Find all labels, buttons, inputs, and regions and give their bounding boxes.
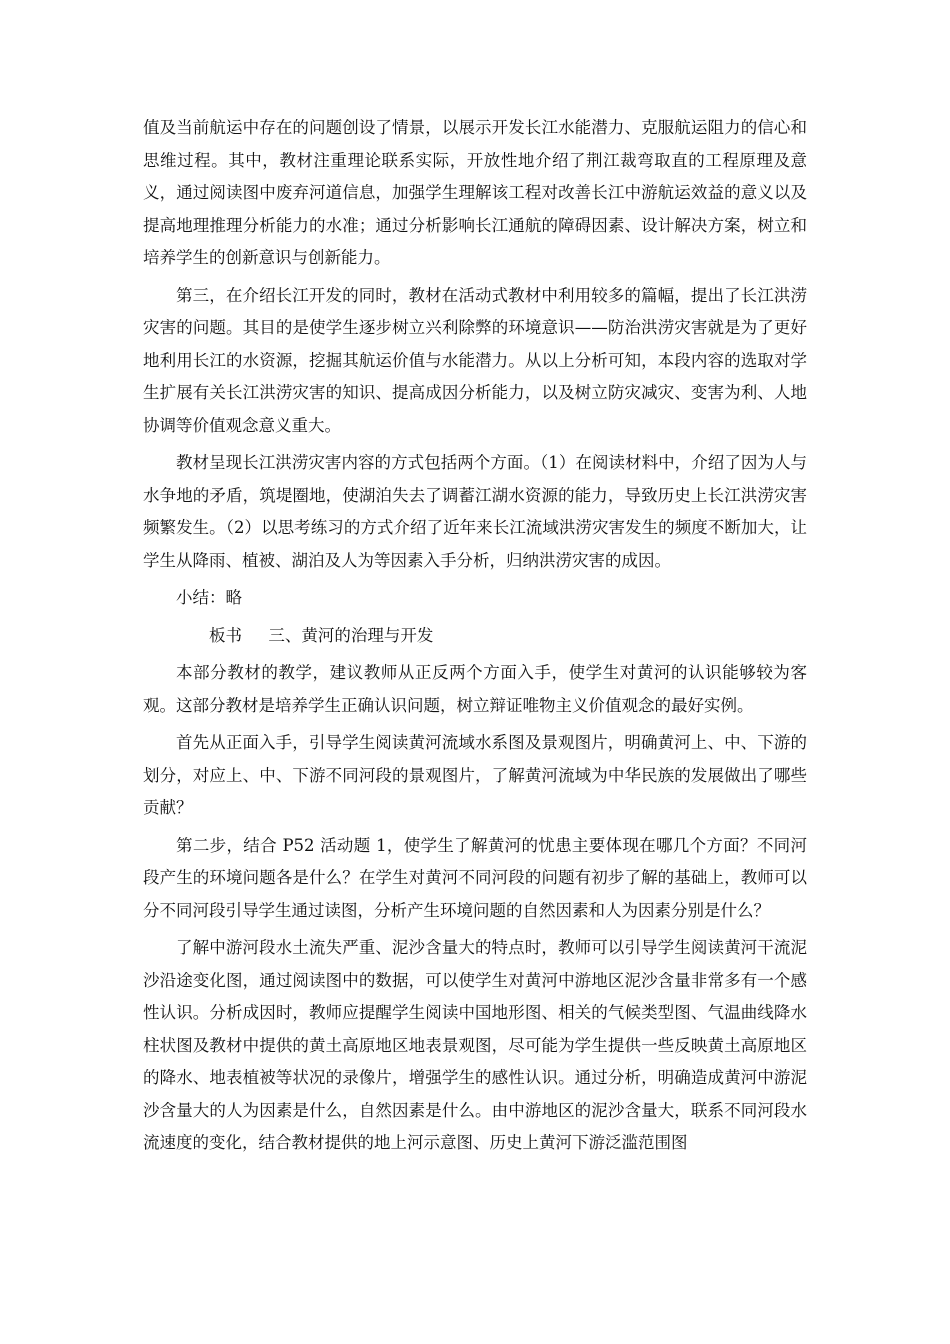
board-title: 三、黄河的治理与开发 xyxy=(268,625,434,645)
paragraph-positive-side: 首先从正面入手，引导学生阅读黄河流域水系图及景观图片，明确黄河上、中、下游的划分，对应上、中、下游不同河段的景观图片，了解黄河流域为中华民族的发展做出了哪些贡献？ xyxy=(143,733,807,817)
paragraph-flood-content: 教材呈现长江洪涝灾害内容的方式包括两个方面。（1）在阅读材料中，介绍了因为人与水争地的矛盾，筑堤圈地，使湖泊失去了调蓄江湖水资源的能力，导致历史上长江洪涝灾害频繁发生。（2）以思考练习的方式介绍了近年来长江流域洪涝灾害发生的频度不断加大，让学生从降雨、植被、湖泊及人为等因素入手分析，归纳洪涝灾害的成因。 xyxy=(143,453,807,570)
paragraph-step-two: 第二步，结合 P52 活动题 1，使学生了解黄河的忧患主要体现在哪几个方面？不同河段产生的环境问题各是什么？在学生对黄河不同河段的问题有初步了解的基础上，教师可以分不同河段引导学生通过读图，分析产生环境问题的自然因素和人为因素分别是什么？ xyxy=(143,835,807,920)
summary-line: 小结：略 xyxy=(176,588,242,607)
board-heading xyxy=(143,620,807,653)
paragraph-yellow-river-intro: 本部分教材的教学，建议教师从正反两个方面入手，使学生对黄河的认识能够较为客观。这部分教材是培养学生正确认识问题，树立辩证唯物主义价值观念的最好实例。 xyxy=(143,663,807,715)
paragraph-third-point: 第三，在介绍长江开发的同时，教材在活动式教材中利用较多的篇幅，提出了长江洪涝灾害的问题。其目的是使学生逐步树立兴利除弊的环境意识——防治洪涝灾害就是为了更好地利用长江的水资源，挖掘其航运价值与水能潜力。从以上分析可知，本段内容的选取对学生扩展有关长江洪涝灾害的知识、提高成因分析能力，以及树立防灾减灾、变害为利、人地协调等价值观念意义重大。 xyxy=(143,285,807,435)
paragraph-middle-reach: 了解中游河段水土流失严重、泥沙含量大的特点时，教师可以引导学生阅读黄河干流泥沙沿途变化图，通过阅读图中的数据，可以使学生对黄河中游地区泥沙含量非常多有一个感性认识。分析成因时，教师应提醒学生阅读中国地形图、相关的气候类型图、气温曲线降水柱状图及教材中提供的黄土高原地区地表景观图，尽可能为学生提供一些反映黄土高原地区的降水、地表植被等状况的录像片，增强学生的感性认识。通过分析，明确造成黄河中游泥沙含量大的人为因素是什么，自然因素是什么。由中游地区的泥沙含量大，联系不同河段水流速度的变化，结合教材提供的地上河示意图、历史上黄河下游泛滥范围图 xyxy=(143,938,807,1152)
board-label: 板书 xyxy=(209,625,242,645)
document-page xyxy=(143,112,807,1165)
paragraph-continuation: 值及当前航运中存在的问题创设了情景，以展示开发长江水能潜力、克服航运阻力的信心和思维过程。其中，教材注重理论联系实际，开放性地介绍了荆江裁弯取直的工程原理及意义，通过阅读图中废弃河道信息，加强学生理解该工程对改善长江中游航运效益的意义以及提高地理推理分析能力的水准；通过分析影响长江通航的障碍因素、设计解决方案，树立和培养学生的创新意识与创新能力。 xyxy=(143,118,807,267)
